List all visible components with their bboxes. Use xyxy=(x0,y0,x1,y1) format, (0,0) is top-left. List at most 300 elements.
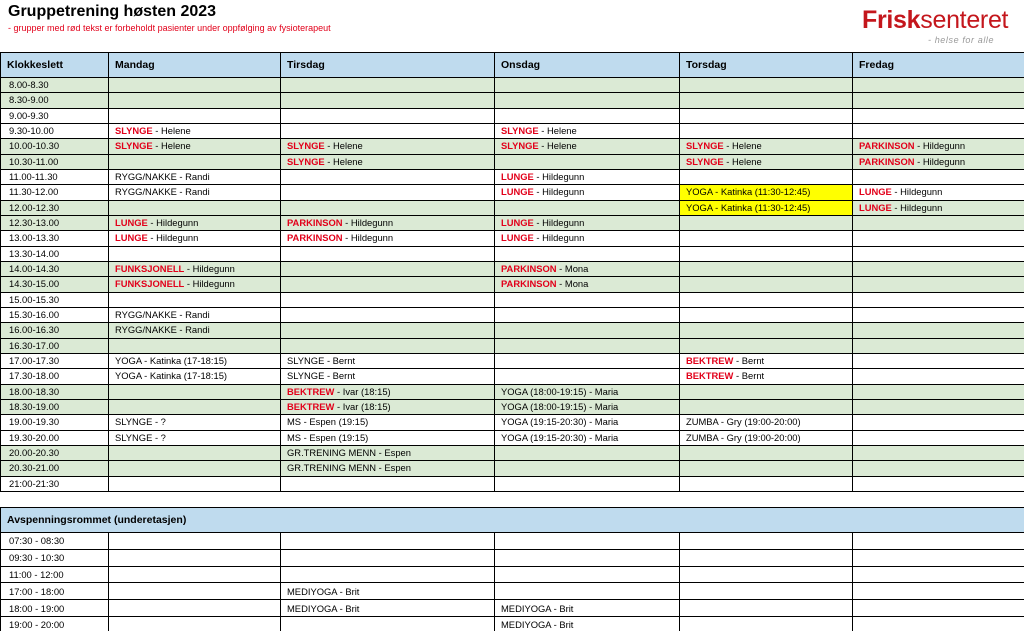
instructor-name: - Mona xyxy=(556,278,589,290)
table-row xyxy=(1,533,1024,550)
session-cell xyxy=(680,476,853,491)
session-cell xyxy=(853,369,1024,384)
session-cell xyxy=(281,231,495,246)
session-cell xyxy=(495,261,680,276)
instructor-name: - Hildegunn xyxy=(184,278,235,290)
session-cell xyxy=(853,445,1024,460)
session-cell: YOGA - Katinka (11:30-12:45) xyxy=(680,200,853,215)
table-row xyxy=(1,399,1024,414)
session-cell xyxy=(495,353,680,368)
session-cell xyxy=(109,154,281,169)
session-cell xyxy=(680,323,853,338)
restricted-class-name: PARKINSON xyxy=(287,217,343,229)
session-cell xyxy=(109,231,281,246)
session-cell xyxy=(853,231,1024,246)
session-cell xyxy=(853,338,1024,353)
session-cell xyxy=(853,261,1024,276)
table-row xyxy=(1,139,1024,154)
session-cell xyxy=(281,399,495,414)
time-cell: 18.30-19.00 xyxy=(1,399,109,414)
session-cell xyxy=(680,616,853,631)
table-row xyxy=(1,338,1024,353)
session-cell: RYGG/NAKKE - Randi xyxy=(109,323,281,338)
session-cell xyxy=(281,616,495,631)
session-cell xyxy=(109,215,281,230)
session-cell xyxy=(853,461,1024,476)
session-cell xyxy=(680,215,853,230)
restricted-class-name: FUNKSJONELL xyxy=(115,278,185,290)
session-cell: YOGA (19:15-20:30) - Maria xyxy=(495,415,680,430)
session-cell xyxy=(495,307,680,322)
time-cell: 13.30-14.00 xyxy=(1,246,109,261)
session-cell xyxy=(495,292,680,307)
time-cell: 20.30-21.00 xyxy=(1,461,109,476)
restricted-class-name: LUNGE xyxy=(859,201,892,213)
session-cell xyxy=(495,123,680,138)
session-cell: MS - Espen (19:15) xyxy=(281,430,495,445)
session-cell xyxy=(281,169,495,184)
session-cell xyxy=(853,476,1024,491)
time-cell: 21:00-21:30 xyxy=(1,476,109,491)
session-cell xyxy=(495,461,680,476)
session-cell xyxy=(853,108,1024,123)
session-cell xyxy=(680,123,853,138)
relax-body xyxy=(1,533,1024,631)
table-row xyxy=(1,600,1024,617)
restricted-class-name: LUNGE xyxy=(501,171,534,183)
time-cell: 17:00 - 18:00 xyxy=(1,583,109,600)
instructor-name: - Hildegunn xyxy=(914,140,966,152)
session-cell xyxy=(853,78,1024,93)
session-cell xyxy=(109,566,281,583)
session-cell xyxy=(495,549,680,566)
session-cell xyxy=(495,185,680,200)
time-cell: 07:30 - 08:30 xyxy=(1,533,109,550)
table-row xyxy=(1,185,1024,200)
session-cell: MEDIYOGA - Brit xyxy=(495,616,680,631)
session-cell xyxy=(109,261,281,276)
time-cell: 17.30-18.00 xyxy=(1,369,109,384)
table-row xyxy=(1,78,1024,93)
header-mandag: Mandag xyxy=(109,53,281,78)
table-row xyxy=(1,384,1024,399)
session-cell xyxy=(853,600,1024,617)
instructor-name: - Helene xyxy=(538,125,577,137)
table-row xyxy=(1,461,1024,476)
session-cell xyxy=(281,533,495,550)
instructor-name: - Hildegunn xyxy=(147,232,199,244)
table-row xyxy=(1,93,1024,108)
session-cell xyxy=(680,154,853,169)
table-row xyxy=(1,231,1024,246)
time-cell: 17.00-17.30 xyxy=(1,353,109,368)
time-cell: 19:00 - 20:00 xyxy=(1,616,109,631)
session-cell xyxy=(281,139,495,154)
session-cell xyxy=(109,384,281,399)
session-cell: YOGA (19:15-20:30) - Maria xyxy=(495,430,680,445)
session-cell xyxy=(680,533,853,550)
session-cell xyxy=(853,533,1024,550)
restricted-class-name: BEKTREW xyxy=(686,370,734,382)
instructor-name: - Helene xyxy=(152,125,191,137)
restricted-class-name: SLYNGE xyxy=(115,140,153,152)
session-cell xyxy=(495,215,680,230)
time-cell: 19.00-19.30 xyxy=(1,415,109,430)
session-cell xyxy=(853,384,1024,399)
frisksenteret-logo xyxy=(862,6,1012,48)
session-cell xyxy=(853,307,1024,322)
relax-room-title: Avspenningsrommet (underetasjen) xyxy=(1,508,1024,533)
instructor-name: - Bernt xyxy=(733,370,765,382)
session-cell xyxy=(680,461,853,476)
session-cell xyxy=(281,549,495,566)
session-cell xyxy=(109,461,281,476)
session-cell xyxy=(495,583,680,600)
restricted-class-name: BEKTREW xyxy=(686,355,734,367)
restricted-class-name: SLYNGE xyxy=(115,125,153,137)
session-cell xyxy=(109,445,281,460)
session-cell xyxy=(853,246,1024,261)
session-cell xyxy=(281,78,495,93)
session-cell xyxy=(109,583,281,600)
time-cell: 12.30-13.00 xyxy=(1,215,109,230)
time-cell: 14.30-15.00 xyxy=(1,277,109,292)
session-cell xyxy=(495,369,680,384)
session-cell xyxy=(495,78,680,93)
table-row xyxy=(1,353,1024,368)
session-cell xyxy=(680,566,853,583)
session-cell xyxy=(853,139,1024,154)
session-cell xyxy=(495,108,680,123)
session-cell xyxy=(109,139,281,154)
restricted-class-name: SLYNGE xyxy=(686,140,724,152)
session-cell xyxy=(281,566,495,583)
restricted-class-name: LUNGE xyxy=(501,186,534,198)
session-cell: GR.TRENING MENN - Espen xyxy=(281,445,495,460)
time-cell: 16.00-16.30 xyxy=(1,323,109,338)
table-row xyxy=(1,566,1024,583)
session-cell xyxy=(853,277,1024,292)
session-cell: RYGG/NAKKE - Randi xyxy=(109,185,281,200)
session-cell xyxy=(853,215,1024,230)
table-row xyxy=(1,215,1024,230)
schedule-table xyxy=(0,52,1024,492)
session-cell xyxy=(680,93,853,108)
session-cell xyxy=(281,200,495,215)
session-cell xyxy=(680,369,853,384)
session-cell xyxy=(495,169,680,184)
instructor-name: - Hildegunn xyxy=(533,171,585,183)
session-cell xyxy=(109,338,281,353)
session-cell xyxy=(853,185,1024,200)
instructor-name: - Hildegunn xyxy=(891,201,943,213)
instructor-name: - Hildegunn xyxy=(342,217,394,229)
instructor-name: - Helene xyxy=(538,140,577,152)
restricted-class-name: SLYNGE xyxy=(501,140,539,152)
session-cell xyxy=(495,93,680,108)
restricted-class-name: SLYNGE xyxy=(686,155,724,167)
table-row xyxy=(1,292,1024,307)
instructor-name: - Helene xyxy=(152,140,191,152)
restricted-class-name: PARKINSON xyxy=(287,232,343,244)
session-cell: YOGA (18:00-19:15) - Maria xyxy=(495,399,680,414)
session-cell xyxy=(495,533,680,550)
instructor-name: - Bernt xyxy=(733,355,765,367)
time-cell: 9.00-9.30 xyxy=(1,108,109,123)
session-cell xyxy=(495,338,680,353)
session-cell xyxy=(853,399,1024,414)
session-cell xyxy=(109,600,281,617)
logo-word-senteret: senteret xyxy=(920,6,1009,34)
table-row xyxy=(1,430,1024,445)
session-cell xyxy=(281,185,495,200)
table-row xyxy=(1,549,1024,566)
session-cell xyxy=(495,277,680,292)
table-row xyxy=(1,369,1024,384)
session-cell xyxy=(495,246,680,261)
session-cell: MEDIYOGA - Brit xyxy=(495,600,680,617)
time-cell: 16.30-17.00 xyxy=(1,338,109,353)
session-cell xyxy=(281,323,495,338)
session-cell xyxy=(495,566,680,583)
session-cell xyxy=(281,292,495,307)
session-cell xyxy=(281,384,495,399)
session-cell xyxy=(281,215,495,230)
time-cell: 11.00-11.30 xyxy=(1,169,109,184)
session-cell xyxy=(495,323,680,338)
session-cell xyxy=(495,139,680,154)
instructor-name: - Helene xyxy=(723,155,762,167)
session-cell xyxy=(680,399,853,414)
session-cell xyxy=(109,277,281,292)
restricted-class-name: SLYNGE xyxy=(501,125,539,137)
time-cell: 11:00 - 12:00 xyxy=(1,566,109,583)
header-klokkeslett: Klokkeslett xyxy=(1,53,109,78)
session-cell xyxy=(109,78,281,93)
restricted-class-name: LUNGE xyxy=(501,217,534,229)
session-cell: MEDIYOGA - Brit xyxy=(281,600,495,617)
table-row xyxy=(1,154,1024,169)
instructor-name: - Hildegunn xyxy=(533,217,585,229)
logo-tagline: - helse for alle xyxy=(928,35,995,45)
session-cell: SLYNGE - Bernt xyxy=(281,369,495,384)
session-cell xyxy=(281,476,495,491)
instructor-name: - Helene xyxy=(324,140,363,152)
time-cell: 12.00-12.30 xyxy=(1,200,109,215)
time-cell: 10.00-10.30 xyxy=(1,139,109,154)
session-cell xyxy=(109,616,281,631)
session-cell xyxy=(680,277,853,292)
table-row xyxy=(1,583,1024,600)
instructor-name: - Helene xyxy=(723,140,762,152)
session-cell xyxy=(853,583,1024,600)
instructor-name: - Hildegunn xyxy=(147,217,199,229)
session-cell xyxy=(109,476,281,491)
restricted-class-name: BEKTREW xyxy=(287,401,335,413)
session-cell: ZUMBA - Gry (19:00-20:00) xyxy=(680,430,853,445)
session-cell xyxy=(853,430,1024,445)
session-cell: YOGA - Katinka (17-18:15) xyxy=(109,353,281,368)
session-cell xyxy=(853,154,1024,169)
session-cell: YOGA - Katinka (11:30-12:45) xyxy=(680,185,853,200)
session-cell: SLYNGE - Bernt xyxy=(281,353,495,368)
session-cell xyxy=(281,108,495,123)
session-cell xyxy=(680,231,853,246)
table-row xyxy=(1,261,1024,276)
session-cell xyxy=(853,123,1024,138)
session-cell: YOGA (18:00-19:15) - Maria xyxy=(495,384,680,399)
session-cell: SLYNGE - ? xyxy=(109,430,281,445)
session-cell xyxy=(109,93,281,108)
restricted-class-name: SLYNGE xyxy=(287,140,325,152)
session-cell: YOGA - Katinka (17-18:15) xyxy=(109,369,281,384)
table-row xyxy=(1,415,1024,430)
table-row xyxy=(1,246,1024,261)
instructor-name: - Ivar (18:15) xyxy=(334,401,391,413)
table-row xyxy=(1,277,1024,292)
session-cell xyxy=(853,200,1024,215)
session-cell xyxy=(109,200,281,215)
session-cell xyxy=(109,292,281,307)
session-cell xyxy=(853,323,1024,338)
session-cell xyxy=(109,108,281,123)
time-cell: 15.00-15.30 xyxy=(1,292,109,307)
session-cell: RYGG/NAKKE - Randi xyxy=(109,169,281,184)
instructor-name: - Hildegunn xyxy=(184,263,235,275)
session-cell xyxy=(495,445,680,460)
session-cell xyxy=(680,445,853,460)
time-cell: 13.00-13.30 xyxy=(1,231,109,246)
time-cell: 18.00-18.30 xyxy=(1,384,109,399)
page-subtitle: - grupper med rød tekst er forbeholdt pasienter under oppfølging av fysioterapeut xyxy=(8,23,331,33)
session-cell xyxy=(281,277,495,292)
header-torsdag: Torsdag xyxy=(680,53,853,78)
session-cell xyxy=(680,549,853,566)
session-cell xyxy=(109,123,281,138)
instructor-name: - Hildegunn xyxy=(533,232,585,244)
session-cell xyxy=(680,108,853,123)
schedule-header-row xyxy=(1,53,1024,78)
relax-room-table xyxy=(0,507,1024,631)
restricted-class-name: FUNKSJONELL xyxy=(115,263,185,275)
session-cell xyxy=(853,549,1024,566)
header-tirsdag: Tirsdag xyxy=(281,53,495,78)
restricted-class-name: LUNGE xyxy=(115,217,148,229)
table-row xyxy=(1,445,1024,460)
session-cell xyxy=(853,93,1024,108)
table-row xyxy=(1,108,1024,123)
session-cell xyxy=(853,566,1024,583)
session-cell xyxy=(853,415,1024,430)
table-row xyxy=(1,200,1024,215)
restricted-class-name: PARKINSON xyxy=(859,140,915,152)
session-cell xyxy=(109,246,281,261)
schedule-body xyxy=(1,78,1024,492)
time-cell: 10.30-11.00 xyxy=(1,154,109,169)
session-cell xyxy=(853,169,1024,184)
table-row xyxy=(1,616,1024,631)
table-row xyxy=(1,123,1024,138)
restricted-class-name: PARKINSON xyxy=(859,155,915,167)
session-cell xyxy=(680,583,853,600)
session-cell xyxy=(853,292,1024,307)
session-cell xyxy=(680,261,853,276)
time-cell: 11.30-12.00 xyxy=(1,185,109,200)
table-row xyxy=(1,169,1024,184)
session-cell xyxy=(680,78,853,93)
table-row xyxy=(1,476,1024,491)
header-fredag: Fredag xyxy=(853,53,1024,78)
session-cell xyxy=(109,399,281,414)
relax-header-row xyxy=(1,508,1024,533)
restricted-class-name: BEKTREW xyxy=(287,385,335,397)
instructor-name: - Hildegunn xyxy=(914,155,966,167)
table-row xyxy=(1,323,1024,338)
session-cell xyxy=(680,384,853,399)
restricted-class-name: LUNGE xyxy=(859,186,892,198)
restricted-class-name: LUNGE xyxy=(115,232,148,244)
session-cell xyxy=(109,533,281,550)
session-cell: MS - Espen (19:15) xyxy=(281,415,495,430)
header-onsdag: Onsdag xyxy=(495,53,680,78)
session-cell: MEDIYOGA - Brit xyxy=(281,583,495,600)
time-cell: 8.00-8.30 xyxy=(1,78,109,93)
time-cell: 8.30-9.00 xyxy=(1,93,109,108)
instructor-name: - Mona xyxy=(556,263,589,275)
session-cell xyxy=(281,307,495,322)
session-cell xyxy=(109,549,281,566)
session-cell xyxy=(281,261,495,276)
session-cell xyxy=(680,338,853,353)
session-cell xyxy=(495,231,680,246)
time-cell: 19.30-20.00 xyxy=(1,430,109,445)
restricted-class-name: SLYNGE xyxy=(287,155,325,167)
session-cell xyxy=(281,93,495,108)
session-cell xyxy=(680,246,853,261)
session-cell xyxy=(495,154,680,169)
time-cell: 18:00 - 19:00 xyxy=(1,600,109,617)
session-cell xyxy=(680,292,853,307)
instructor-name: - Helene xyxy=(324,155,363,167)
instructor-name: - Hildegunn xyxy=(891,186,943,198)
time-cell: 09:30 - 10:30 xyxy=(1,549,109,566)
session-cell xyxy=(495,200,680,215)
session-cell: GR.TRENING MENN - Espen xyxy=(281,461,495,476)
restricted-class-name: PARKINSON xyxy=(501,278,557,290)
session-cell xyxy=(680,600,853,617)
session-cell xyxy=(853,616,1024,631)
session-cell xyxy=(495,476,680,491)
time-cell: 15.30-16.00 xyxy=(1,307,109,322)
session-cell xyxy=(281,154,495,169)
instructor-name: - Ivar (18:15) xyxy=(334,385,391,397)
logo-word-frisk: Frisk xyxy=(862,6,921,34)
restricted-class-name: LUNGE xyxy=(501,232,534,244)
session-cell xyxy=(853,353,1024,368)
session-cell xyxy=(680,307,853,322)
restricted-class-name: PARKINSON xyxy=(501,263,557,275)
session-cell xyxy=(281,123,495,138)
session-cell xyxy=(680,353,853,368)
session-cell xyxy=(680,169,853,184)
instructor-name: - Hildegunn xyxy=(342,232,394,244)
table-row xyxy=(1,307,1024,322)
session-cell xyxy=(281,246,495,261)
time-cell: 9.30-10.00 xyxy=(1,123,109,138)
session-cell: SLYNGE - ? xyxy=(109,415,281,430)
session-cell: RYGG/NAKKE - Randi xyxy=(109,307,281,322)
session-cell xyxy=(680,139,853,154)
